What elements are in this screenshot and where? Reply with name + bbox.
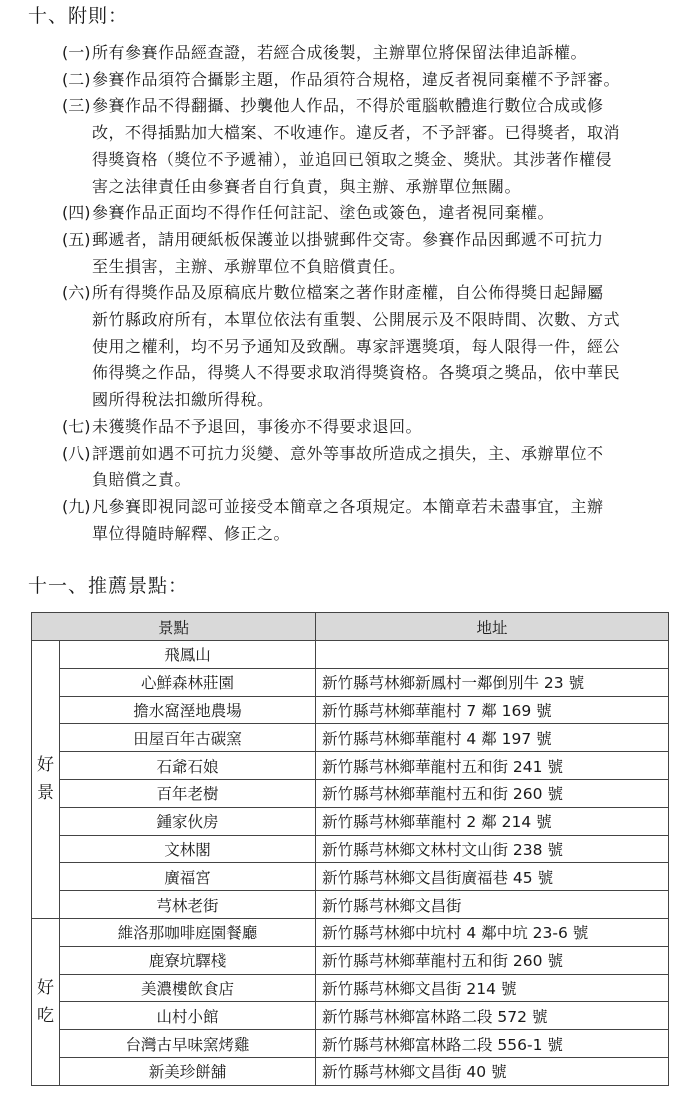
rule-item [62,441,682,494]
rule-line: 害之法律責任由參賽者自行負責，與主辦、承辦單位無關。 [92,176,522,196]
rule-line: 所有參賽作品經查證，若經合成後製，主辦單位將保留法律追訴權。 [92,43,588,62]
spot-address-cell: 新竹縣芎林鄉文昌街 214 號 [316,974,669,1002]
rule-number: (八) [62,443,91,463]
recommended-spots-table [31,612,669,1086]
rule-number: (五) [62,229,91,249]
rule-text [92,93,682,200]
spot-name-cell: 田屋百年古碳窯 [60,724,316,752]
rule-text [92,200,682,227]
spot-address-cell: 新竹縣芎林鄉華龍村五和街 241 號 [316,752,669,780]
spot-name-cell: 心鮮森林莊園 [60,668,316,696]
rule-line: 使用之權利，均不另予通知及致酬。專家評選獎項，每人限得一件，經公 [92,336,621,356]
section-10-title: 十、附則： [28,5,129,27]
table-row [32,918,669,946]
spot-name-cell: 新美珍餅舖 [60,1057,316,1085]
spot-address-cell: 新竹縣芎林鄉華龍村五和街 260 號 [316,779,669,807]
spot-name-cell: 台灣古早味窯烤雞 [60,1030,316,1058]
table-row [32,891,669,919]
rule-number: (六) [62,283,91,303]
rule-item [62,494,682,547]
spot-address-cell: 新竹縣芎林鄉文昌街 40 號 [316,1057,669,1085]
rule-line: 國所得稅法扣繳所得稅。 [92,390,274,410]
table-body [32,641,669,1086]
rule-text [92,40,682,67]
rule-line: 參賽作品須符合攝影主題，作品須符合規格，違反者視同棄權不予評審。 [92,69,621,89]
spot-address-cell: 新竹縣芎林鄉富林路二段 556-1 號 [316,1030,669,1058]
table-row [32,807,669,835]
rule-text [92,441,682,494]
rule-line: 所有得獎作品及原稿底片數位檔案之著作財產權，自公佈得獎日起歸屬 [92,283,604,303]
rule-line: 評選前如遇不可抗力災變、意外等事故所造成之損失，主、承辦單位不 [92,443,604,463]
rule-line: 新竹縣政府所有，本單位依法有重製、公開展示及不限時間、次數、方式 [92,310,621,330]
rule-number: (一) [62,43,91,62]
table-row [32,863,669,891]
rule-item [62,200,682,227]
rule-line: 凡參賽即視同認可並接受本簡章之各項規定。本簡章若未盡事宜，主辦 [92,496,604,516]
rule-line: 負賠償之責。 [92,470,192,490]
table-row [32,1002,669,1030]
spot-name-cell: 廣福宮 [60,863,316,891]
rule-line: 單位得隨時解釋、修正之。 [92,523,291,543]
rule-text [92,280,682,414]
table-row [32,1030,669,1058]
spot-address-cell [316,641,669,669]
category-char: 景 [37,783,54,804]
spot-address-cell: 新竹縣芎林鄉新鳳村一鄰倒別牛 23 號 [316,668,669,696]
spot-name-cell: 飛鳳山 [60,641,316,669]
table-header-row [32,613,669,641]
rule-text [92,227,682,280]
spot-address-cell: 新竹縣芎林鄉富林路二段 572 號 [316,1002,669,1030]
rule-line: 參賽作品正面均不得作任何註記、塗色或簽色，違者視同棄權。 [92,203,555,223]
rule-number: (三) [62,96,91,116]
category-cell [32,641,60,919]
rule-number: (四) [62,203,91,223]
rule-item [62,280,682,414]
rule-line: 郵遞者，請用硬紙板保護並以掛號郵件交寄。參賽作品因郵遞不可抗力 [92,229,604,249]
spot-address-cell: 新竹縣芎林鄉華龍村 4 鄰 197 號 [316,724,669,752]
rule-number: (二) [62,69,91,89]
spot-name-cell: 鹿寮坑驛棧 [60,946,316,974]
rule-line: 改，不得插點加大檔案、不收連作。違反者，不予評審。已得獎者，取消 [92,123,621,143]
spot-name-cell: 芎林老街 [60,891,316,919]
spot-address-cell: 新竹縣芎林鄉華龍村 7 鄰 169 號 [316,696,669,724]
spot-name-cell: 山村小館 [60,1002,316,1030]
rule-line: 參賽作品不得翻攝、抄襲他人作品，不得於電腦軟體進行數位合成或修 [92,96,604,116]
rule-text [92,494,682,547]
rules-list [62,40,682,547]
rule-item [62,93,682,200]
rule-line: 得獎資格（獎位不予遞補），並追回已領取之獎金、獎狀。其涉著作權侵 [92,149,613,169]
spot-name-cell: 文林閣 [60,835,316,863]
rule-item [62,227,682,280]
spot-address-cell: 新竹縣芎林鄉華龍村 2 鄰 214 號 [316,807,669,835]
header-address: 地址 [316,613,669,641]
table-row [32,835,669,863]
spot-name-cell: 擔水窩溼地農場 [60,696,316,724]
section-11-title: 十一、推薦景點： [28,575,189,597]
table-row [32,1057,669,1085]
rule-line: 未獲獎作品不予退回，事後亦不得要求退回。 [92,416,423,436]
spot-address-cell: 新竹縣芎林鄉中坑村 4 鄰中坑 23-6 號 [316,918,669,946]
rule-line: 佈得獎之作品，得獎人不得要求取消得獎資格。各獎項之獎品，依中華民 [92,363,621,383]
rule-item [62,414,682,441]
table-row [32,724,669,752]
rule-text [92,67,682,94]
spot-name-cell: 百年老樹 [60,779,316,807]
table-row [32,641,669,669]
spot-address-cell: 新竹縣芎林鄉文昌街廣福巷 45 號 [316,863,669,891]
category-cell [32,918,60,1085]
rule-number: (七) [62,416,91,436]
category-char: 好 [37,755,54,776]
rule-item [62,40,682,67]
header-spot: 景點 [32,613,316,641]
spot-address-cell: 新竹縣芎林鄉文林村文山街 238 號 [316,835,669,863]
rule-item [62,67,682,94]
spot-address-cell: 新竹縣芎林鄉文昌街 [316,891,669,919]
rule-number: (九) [62,496,91,516]
category-char: 吃 [37,1005,54,1026]
spot-name-cell: 維洛那咖啡庭園餐廳 [60,918,316,946]
table-row [32,946,669,974]
rule-text [92,414,682,441]
table-row [32,752,669,780]
category-char: 好 [37,977,54,998]
rule-line: 至生損害，主辦、承辦單位不負賠償責任。 [92,256,406,276]
spot-address-cell: 新竹縣芎林鄉華龍村五和街 260 號 [316,946,669,974]
spot-name-cell: 鍾家伙房 [60,807,316,835]
table-row [32,668,669,696]
table-row [32,696,669,724]
table-row [32,779,669,807]
spot-name-cell: 美濃樓飲食店 [60,974,316,1002]
table-row [32,974,669,1002]
spot-name-cell: 石爺石娘 [60,752,316,780]
